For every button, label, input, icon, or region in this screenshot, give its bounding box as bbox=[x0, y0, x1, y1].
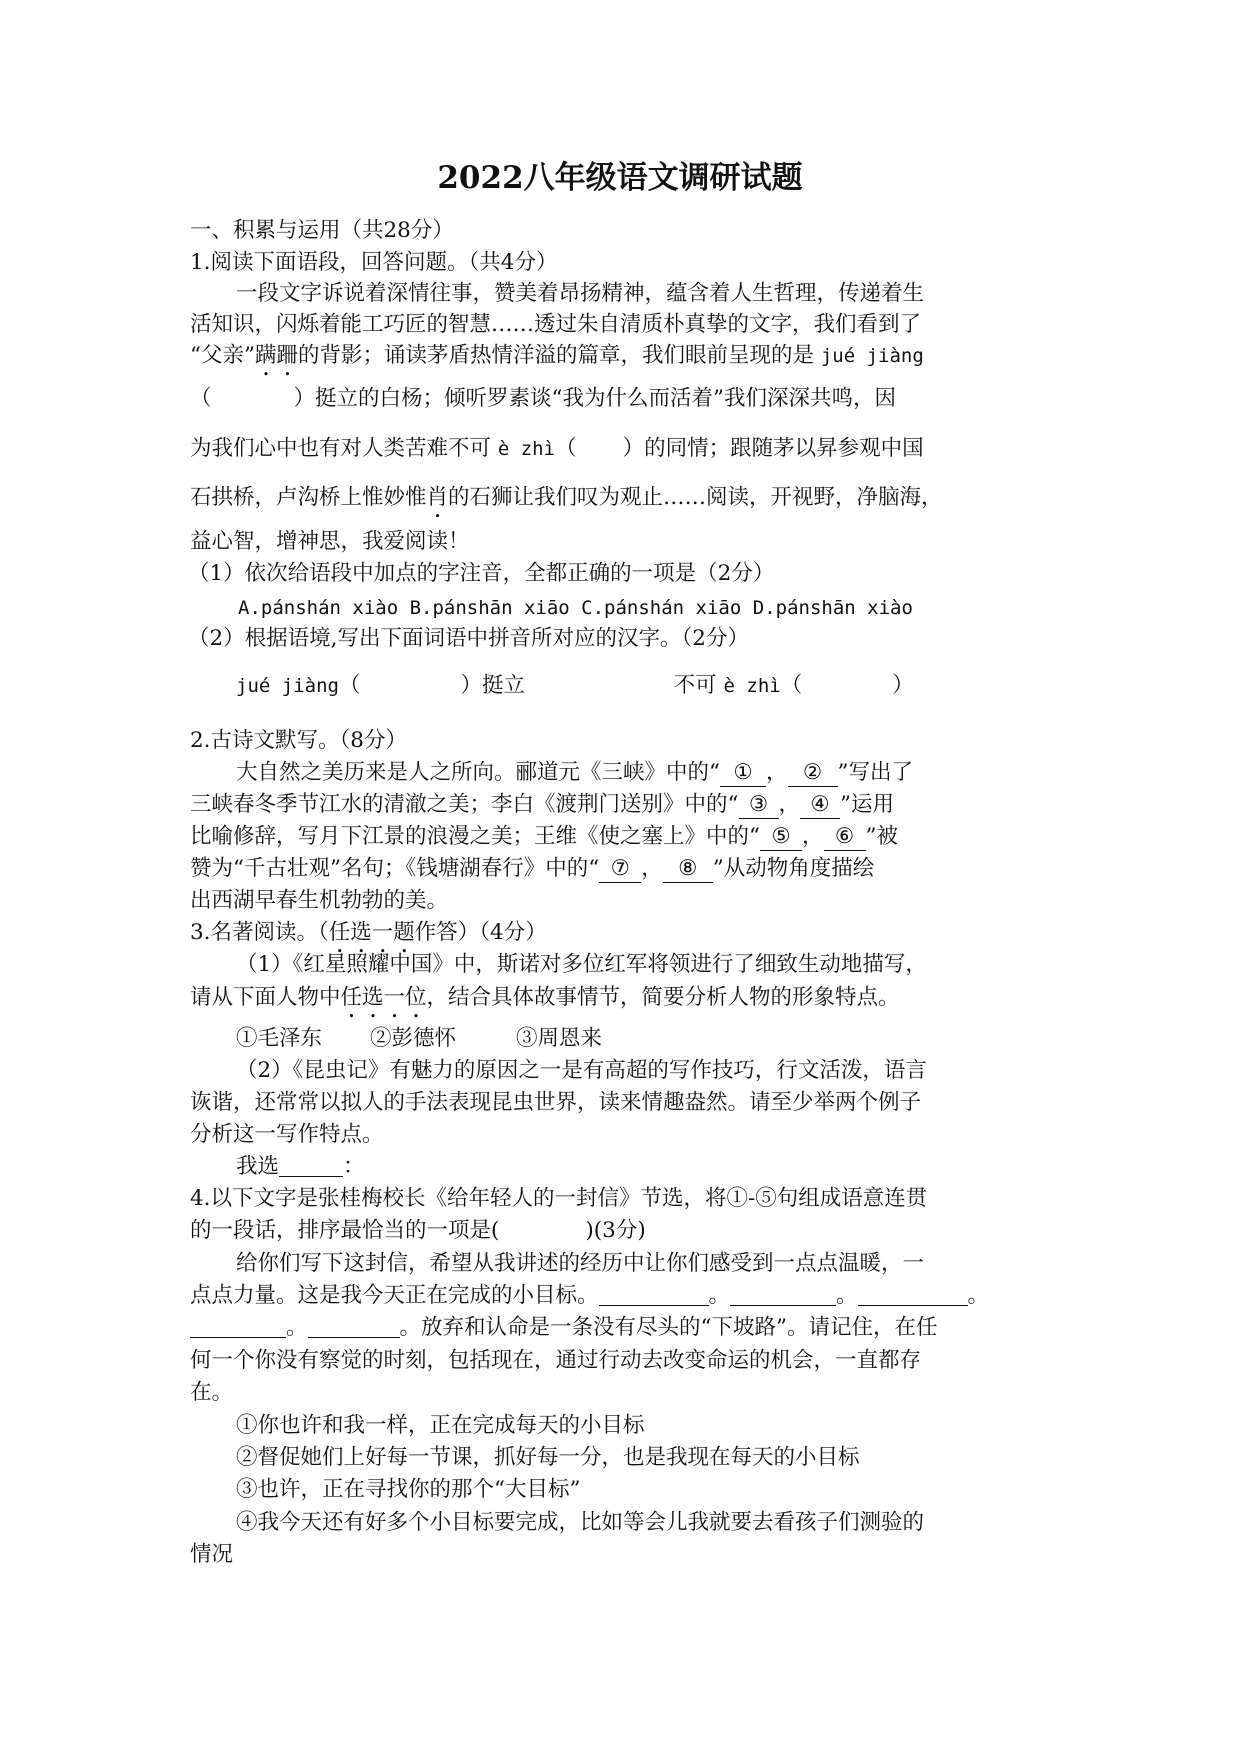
period: 。 bbox=[708, 1283, 731, 1308]
passage-text: 大自然之美历来是人之所向。郦道元《三峡》中的“ bbox=[236, 760, 720, 785]
q3-line: （1）《红星照耀中国》中，斯诺对多位红军将领进行了细致生动地描写， bbox=[236, 952, 927, 977]
q4-line bbox=[190, 1281, 989, 1311]
q1-heading: 1.阅读下面语段，回答问题。（共4分） bbox=[190, 250, 558, 275]
choose-label: 我选 bbox=[236, 1154, 280, 1179]
passage-text: 的背影；诵读茅盾热情洋溢的篇章，我们眼前呈现的是 bbox=[298, 343, 815, 368]
passage-text: 比喻修辞，写月下江景的浪漫之美；王维《使之塞上》中的“ bbox=[190, 824, 760, 849]
heading-text: 作答）（4分） bbox=[414, 920, 547, 945]
q4-heading: 4.以下文字是张桂梅校长《给年轻人的一封信》节选，将①-⑤句组成语意连贯 bbox=[190, 1186, 928, 1211]
q4-line: 在。 bbox=[190, 1380, 234, 1405]
q2-line bbox=[236, 758, 913, 788]
q1-passage-line: 益心智，增神思，我爱阅读！ bbox=[190, 529, 470, 554]
sentence-blank[interactable] bbox=[730, 1283, 836, 1306]
period: 。 bbox=[836, 1283, 858, 1308]
passage-text: 请从下面人物中 bbox=[190, 985, 341, 1010]
passage-text: 为我们心中也有对人类苦难不可 bbox=[190, 436, 492, 461]
comma: ， bbox=[641, 856, 663, 881]
q3-line bbox=[190, 983, 900, 1023]
q1-sub-question: （2）根据语境,写出下面词语中拼音所对应的汉字。（2分） bbox=[188, 626, 749, 651]
sentence-blank[interactable] bbox=[599, 1283, 709, 1306]
passage-text: 点点力量。这是我今天正在完成的小目标。 bbox=[190, 1283, 599, 1308]
choose-blank[interactable] bbox=[279, 1154, 343, 1177]
q4-line bbox=[190, 1313, 938, 1343]
pinyin-text: jué jiàng bbox=[236, 675, 339, 697]
fill-text: ） bbox=[892, 673, 914, 698]
q4-sentence-option: ④我今天还有好多个小目标要完成，比如等会儿我就要去看孩子们测验的 bbox=[236, 1510, 925, 1535]
passage-text: 三峡春冬季节江水的清澈之美；李白《渡荆门送别》中的“ bbox=[190, 792, 739, 817]
q1-fill-line bbox=[236, 671, 914, 701]
poem-blank-1[interactable]: ① bbox=[720, 760, 766, 787]
passage-text: ）的同情；跟随茅以昇参观中国 bbox=[622, 436, 924, 461]
q1-passage-line: 一段文字诉说着深情往事，赞美着昂扬精神，蕴含着人生哲理，传递着生 bbox=[236, 281, 925, 306]
q4-sentence-option: ②督促她们上好每一节课，抓好每一分，也是我现在每天的小目标 bbox=[236, 1445, 860, 1470]
period: 。 bbox=[286, 1315, 308, 1340]
person-option: ①毛泽东 bbox=[236, 1026, 323, 1051]
dotted-word: 肖 bbox=[426, 485, 449, 510]
q2-line bbox=[190, 854, 874, 884]
colon: ： bbox=[343, 1154, 365, 1179]
heading-text: )(3分) bbox=[585, 1218, 646, 1243]
q2-heading: 2.古诗文默写。（8分） bbox=[190, 728, 407, 753]
q1-passage-line bbox=[190, 384, 896, 414]
person-option: ③周恩来 bbox=[516, 1026, 603, 1051]
comma: ， bbox=[802, 824, 824, 849]
passage-text: “父亲” bbox=[190, 343, 255, 368]
bracket-open: （ bbox=[338, 673, 361, 698]
passage-text: ”从动物角度描绘 bbox=[712, 856, 875, 881]
q3-line: 分析这一写作特点。 bbox=[190, 1122, 384, 1147]
passage-text: ）挺立的白杨；倾听罗素谈“我为什么而活着”我们深深共鸣，因 bbox=[293, 386, 897, 411]
pinyin-text: è zhì bbox=[497, 438, 556, 460]
q4-sentence-option: ①你也许和我一样，正在完成每天的小目标 bbox=[236, 1413, 645, 1438]
fill-text: 不可 bbox=[673, 673, 717, 698]
comma: ， bbox=[778, 792, 801, 817]
poem-blank-5[interactable]: ⑤ bbox=[760, 824, 802, 851]
dotted-word: 任选一题 bbox=[328, 920, 415, 945]
page-title: 2022八年级语文调研试题 bbox=[437, 160, 803, 196]
period: 。 bbox=[399, 1315, 422, 1340]
q1-passage-line bbox=[190, 483, 943, 523]
comma: ， bbox=[766, 760, 788, 785]
passage-text: 的石狮让我们叹为观止……阅读，开视野，净脑海， bbox=[448, 485, 943, 510]
bracket-open: （ bbox=[555, 436, 577, 461]
passage-text: ，结合具体故事情节，简要分析人物的形象特点。 bbox=[426, 985, 900, 1010]
fill-text: ）挺立 bbox=[460, 673, 525, 698]
q1-options: A.pánshán xiào B.pánshān xiāo C.pánshán xiāo D.pánshān xiào bbox=[238, 597, 913, 619]
poem-blank-6[interactable]: ⑥ bbox=[824, 824, 866, 851]
q1-passage-line bbox=[190, 434, 924, 464]
poem-blank-2[interactable]: ② bbox=[788, 760, 838, 787]
passage-text: ”被 bbox=[865, 824, 899, 849]
poem-blank-3[interactable]: ③ bbox=[739, 792, 779, 819]
q4-sentence-option: ③也许，正在寻找你的那个“大目标” bbox=[236, 1477, 581, 1502]
sentence-blank[interactable] bbox=[308, 1315, 400, 1338]
q4-line: 何一个你没有察觉的时刻，包括现在，通过行动去改变命运的机会，一直都存 bbox=[190, 1348, 922, 1373]
passage-text: 放弃和认命是一条没有尽头的“下坡路”。请记住，在任 bbox=[421, 1315, 938, 1340]
q3-choose-line bbox=[236, 1152, 365, 1182]
bracket-open: （ bbox=[190, 386, 212, 411]
passage-text: ”运用 bbox=[840, 792, 895, 817]
q3-persons bbox=[236, 1024, 602, 1054]
q4-sentence-option: 情况 bbox=[190, 1542, 234, 1567]
passage-text: 石拱桥，卢沟桥上惟妙惟 bbox=[190, 485, 427, 510]
q2-line bbox=[190, 790, 894, 820]
poem-blank-8[interactable]: ⑧ bbox=[663, 856, 713, 883]
dotted-word: 任选一位 bbox=[340, 985, 427, 1010]
heading-text: 的一段话，排序最恰当的一项是( bbox=[190, 1218, 500, 1243]
poem-blank-7[interactable]: ⑦ bbox=[599, 856, 641, 883]
q1-passage-line bbox=[190, 341, 924, 381]
heading-text: 3.名著阅读。（ bbox=[190, 920, 329, 945]
pinyin-text: jué jiàng bbox=[820, 345, 924, 367]
person-option: ②彭德怀 bbox=[370, 1026, 457, 1051]
pinyin-text: è zhì bbox=[723, 675, 781, 697]
passage-text: ”写出了 bbox=[837, 760, 914, 785]
section-heading: 一、积累与运用（共28分） bbox=[190, 218, 454, 243]
sentence-blank[interactable] bbox=[190, 1315, 286, 1338]
q2-line bbox=[190, 822, 898, 852]
q1-passage-line: 活知识，闪烁着能工巧匠的智慧……透过朱自清质朴真挚的文字，我们看到了 bbox=[190, 312, 922, 337]
passage-text: 赞为“千古壮观”名句；《钱塘湖春行》中的“ bbox=[190, 856, 600, 881]
period: 。 bbox=[967, 1283, 990, 1308]
q4-line: 给你们写下这封信，希望从我讲述的经历中让你们感受到一点点温暖，一 bbox=[236, 1251, 925, 1276]
poem-blank-4[interactable]: ④ bbox=[800, 792, 840, 819]
q2-line: 出西湖早春生机勃勃的美。 bbox=[190, 888, 449, 913]
q3-line: 诙谐，还常常以拟人的手法表现昆虫世界，读来情趣盎然。请至少举两个例子 bbox=[190, 1090, 922, 1115]
bracket-open: （ bbox=[780, 673, 803, 698]
q3-line: （2）《昆虫记》有魅力的原因之一是有高超的写作技巧，行文活泼，语言 bbox=[236, 1058, 927, 1083]
dotted-word: 蹒跚 bbox=[254, 343, 298, 368]
q4-heading bbox=[190, 1216, 646, 1246]
sentence-blank[interactable] bbox=[858, 1283, 968, 1306]
q1-sub-question: （1）依次给语段中加点的字注音，全都正确的一项是（2分） bbox=[188, 561, 775, 586]
